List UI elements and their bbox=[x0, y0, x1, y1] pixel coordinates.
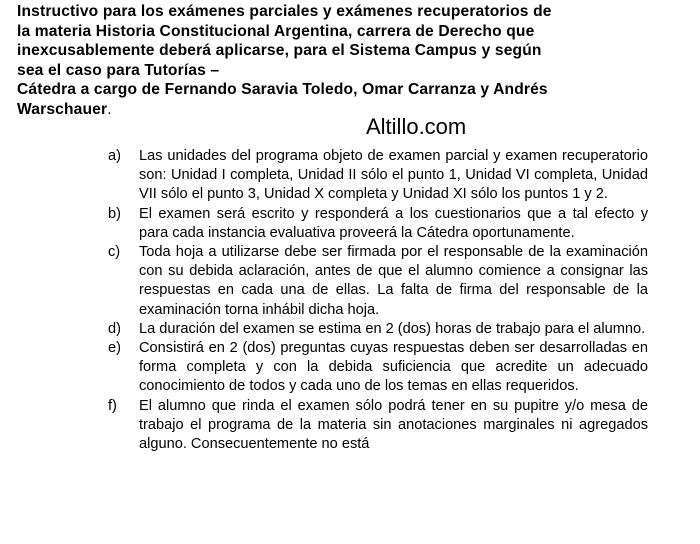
document-heading bbox=[17, 2, 650, 120]
heading-line: Instructivo para los exámenes parciales y exámenes recuperatorios de bbox=[17, 3, 552, 20]
list-item bbox=[108, 397, 648, 455]
item-text: Toda hoja a utilizarse debe ser firmada por el responsable de la examinación con su debida aclaración, antes de que el alumno comience a consignar las respuestas en cada una de ellas. La falta de firma del responsable de la examinación torna inhábil dicha hoja. bbox=[139, 244, 648, 318]
instruction-list bbox=[108, 147, 648, 454]
heading-line: inexcusablemente deberá aplicarse, para el Sistema Campus y según bbox=[17, 42, 542, 60]
list-item bbox=[108, 205, 648, 243]
heading-line: sea el caso para Tutorías – bbox=[17, 61, 220, 79]
item-text: La duración del examen se estima en 2 (dos) horas de trabajo para el alumno. bbox=[139, 320, 646, 337]
item-label: d) bbox=[108, 320, 121, 337]
item-label: a) bbox=[108, 148, 121, 164]
item-text: Consistirá en 2 (dos) preguntas cuyas respuestas deben ser desarrolladas en forma completa y con la debida suficiencia que acredite un adecuado conocimiento de todos y cada uno de los temas en ellas requeridos. bbox=[139, 340, 648, 395]
heading-last-punct: . bbox=[107, 100, 112, 118]
item-label: c) bbox=[108, 244, 121, 261]
item-text: El examen será escrito y responderá a los cuestionarios que a tal efecto y para cada instancia evaluativa proveerá la Cátedra oportunamente. bbox=[139, 205, 648, 241]
heading-line-last bbox=[17, 100, 650, 120]
heading-line: Cátedra a cargo de Fernando Saravia Toledo, Omar Carranza y Andrés bbox=[17, 81, 548, 99]
site-watermark: Altillo.com bbox=[366, 114, 467, 139]
item-label: b) bbox=[108, 205, 121, 222]
item-text: El alumno que rinda el examen sólo podrá tener en su pupitre y/o mesa de trabajo el programa de la materia sin anotaciones marginales ni agregados alguno. Consecuentemente no está bbox=[139, 397, 648, 453]
list-item bbox=[108, 243, 648, 320]
item-text: Las unidades del programa objeto de examen parcial y examen recuperatorio son: Unidad I completa, Unidad II sólo el punto 1, Unidad VI completa, Unidad VII sólo el punto 3, Unidad X completa y Unidad XI sólo los puntos 1 y 2. bbox=[139, 148, 648, 203]
list-item bbox=[108, 147, 648, 205]
list-item bbox=[108, 320, 648, 339]
heading-last-text: Warschauer bbox=[17, 100, 108, 118]
heading-line: la materia Historia Constitucional Argentina, carrera de Derecho que bbox=[17, 22, 535, 40]
item-label: e) bbox=[108, 340, 121, 357]
item-label: f) bbox=[108, 397, 117, 414]
list-item bbox=[108, 339, 648, 397]
